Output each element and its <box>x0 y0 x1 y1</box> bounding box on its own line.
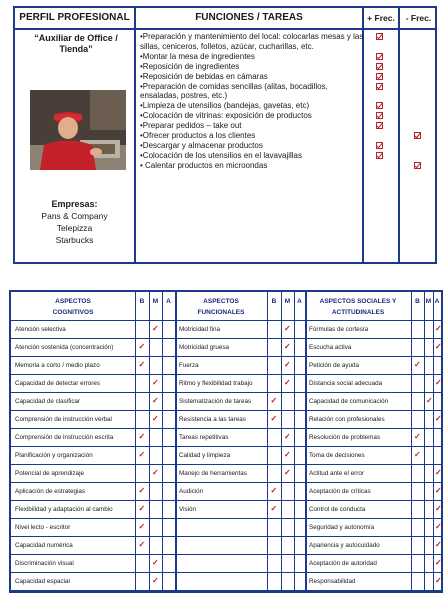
aspect-label: Capacidad espacial <box>15 578 70 585</box>
task-item: •Ofrecer productos a los clientes <box>140 131 256 141</box>
level-col-line <box>294 290 295 593</box>
aspect-label: Motricidad fina <box>179 326 220 333</box>
aspect-header: ASPECTOS <box>55 298 91 305</box>
level-check: ✓ <box>284 468 291 477</box>
aspect-label: Fórmulas de cortesía <box>309 326 369 333</box>
level-col-line <box>424 290 425 593</box>
level-check: ✓ <box>414 432 421 441</box>
mas-frec-checkbox[interactable] <box>376 102 383 109</box>
aspect-label: Audición <box>179 488 204 495</box>
mas-frec-checkbox[interactable] <box>376 63 383 70</box>
profile-header-divider <box>13 28 437 30</box>
row-line <box>11 356 441 357</box>
level-check: ✓ <box>270 504 278 513</box>
level-check: ✓ <box>138 540 146 549</box>
level-check: ✓ <box>435 414 442 423</box>
level-header-m: M <box>425 298 432 305</box>
task-item: •Colocación de vitrinas: exposición de productos <box>140 111 312 121</box>
level-col-line <box>281 290 282 593</box>
row-line <box>11 446 441 447</box>
aspect-label: Capacidad de comunicación <box>309 398 389 405</box>
aspect-label: Tareas repetitivas <box>179 434 229 441</box>
row-line <box>11 464 441 465</box>
row-line <box>11 374 441 375</box>
task-item: •Preparación de comidas sencillas (alitas, bocadillos, ensaladas, postres, etc.) <box>140 81 328 101</box>
row-line <box>11 338 441 339</box>
row-line <box>11 554 441 555</box>
level-header-m: M <box>152 298 159 305</box>
aspect-header: ACTITUDINALES <box>331 309 385 316</box>
aspect-label: Distancia social adecuada <box>309 380 383 387</box>
group-divider <box>175 290 177 593</box>
aspect-label: Atención sostenida (concentración) <box>15 344 114 351</box>
aspect-label: Visión <box>179 506 197 513</box>
header-funciones: FUNCIONES / TAREAS <box>195 12 303 23</box>
mas-frec-checkbox[interactable] <box>376 142 383 149</box>
level-header-b: B <box>139 298 145 305</box>
aspect-label: Flexibilidad y adaptación al cambio <box>15 506 113 513</box>
task-item: •Reposición de ingredientes <box>140 61 240 71</box>
task-item: • Calentar productos en microondas <box>140 160 268 170</box>
row-line <box>11 572 441 573</box>
level-check: ✓ <box>152 378 159 387</box>
mas-frec-checkbox[interactable] <box>376 73 383 80</box>
level-check: ✓ <box>284 450 291 459</box>
aspect-label: Capacidad de clasificar <box>15 398 81 405</box>
aspect-label: Calidad y limpieza <box>179 452 231 459</box>
header-mas-frec: + Frec. <box>367 13 395 23</box>
aspect-label: Resistencia a las tareas <box>179 416 246 423</box>
empresa-2: Telepizza <box>56 223 93 233</box>
aspect-label: Control de conducta <box>309 506 366 513</box>
level-check: ✓ <box>435 576 442 585</box>
level-check: ✓ <box>284 360 291 369</box>
level-check: ✓ <box>435 540 442 549</box>
task-item: •Colocación de los utensilios en el lavavajillas <box>140 150 302 160</box>
level-check: ✓ <box>435 486 442 495</box>
level-check: ✓ <box>138 360 146 369</box>
aspect-label: Resolución de problemas <box>309 434 381 441</box>
task-item: •Preparación y mantenimiento del local: colocarlas mesas y las sillas, ceniceros, folletos, azúcar, cucharillas, etc. <box>140 32 364 51</box>
level-check: ✓ <box>138 504 146 513</box>
task-item: •Montar la mesa de ingredientes <box>140 51 255 61</box>
aspect-label: Aceptación de críticas <box>309 488 371 495</box>
mas-frec-checkbox[interactable] <box>376 33 383 40</box>
level-check: ✓ <box>152 576 159 585</box>
level-check: ✓ <box>152 396 159 405</box>
aspect-label: Fuerza <box>179 362 199 369</box>
level-header-m: M <box>284 298 291 305</box>
mas-frec-checkbox[interactable] <box>376 112 383 119</box>
aspect-label: Sistematización de tareas <box>179 398 252 405</box>
aspect-label: Potencial de aprendizaje <box>15 470 84 477</box>
level-check: ✓ <box>435 558 442 567</box>
row-line <box>11 482 441 483</box>
task-item: •Reposición de bebidas en cámaras <box>140 71 268 81</box>
aspect-label: Petición de ayuda <box>309 362 360 369</box>
level-check: ✓ <box>284 324 291 333</box>
aspect-label: Motricidad gruesa <box>179 344 230 351</box>
level-header-a: A <box>166 298 171 305</box>
row-line <box>11 428 441 429</box>
level-check: ✓ <box>270 486 278 495</box>
aspect-label: Toma de decisiones <box>309 452 365 459</box>
task-list <box>140 32 364 171</box>
mas-frec-checkbox[interactable] <box>376 152 383 159</box>
header-menos-frec: - Frec. <box>405 13 432 23</box>
level-check: ✓ <box>138 432 146 441</box>
level-check: ✓ <box>138 486 146 495</box>
level-check: ✓ <box>435 378 442 387</box>
aspect-label: Atención selectiva <box>15 326 66 333</box>
level-check: ✓ <box>138 342 146 351</box>
row-line <box>11 518 441 519</box>
aspect-header: COGNITIVOS <box>52 309 94 316</box>
aspect-label: Planificación y organización <box>15 452 93 459</box>
level-check: ✓ <box>414 450 421 459</box>
level-header-a: A <box>297 298 302 305</box>
empresa-1: Pans & Company <box>41 211 108 221</box>
aspect-label: Escucha activa <box>309 344 352 351</box>
aspect-label: Manejo de herramientas <box>179 470 247 477</box>
level-col-line <box>162 290 163 593</box>
level-col-line <box>267 290 268 593</box>
aspect-header: FUNCIONALES <box>197 309 245 316</box>
level-col-line <box>411 290 412 593</box>
task-item: •Preparar pedidos – take out <box>140 121 242 131</box>
row-line <box>11 320 441 321</box>
task-item: •Descargar y almacenar productos <box>140 140 263 150</box>
level-check: ✓ <box>284 342 291 351</box>
level-col-line <box>135 290 136 593</box>
menos-frec-checkbox[interactable] <box>414 162 421 169</box>
aspect-header: ASPECTOS <box>203 298 239 305</box>
row-line <box>11 410 441 411</box>
level-check: ✓ <box>284 432 291 441</box>
menos-frec-checkbox[interactable] <box>414 132 421 139</box>
level-header-b: B <box>415 298 420 305</box>
level-check: ✓ <box>426 396 433 405</box>
level-header-a: A <box>434 298 440 305</box>
level-check: ✓ <box>138 522 146 531</box>
level-check: ✓ <box>138 450 146 459</box>
task-item: •Limpieza de utensilios (bandejas, gavetas, etc) <box>140 101 310 111</box>
aspect-label: Responsabilidad <box>309 578 356 585</box>
aspect-label: Seguridad y autonomía <box>309 524 375 531</box>
aspect-label: Apariencia y autocuidado <box>309 542 380 549</box>
col-divider-3 <box>398 6 400 264</box>
level-check: ✓ <box>270 414 278 423</box>
mas-frec-checkbox[interactable] <box>376 122 383 129</box>
empresas-label: Empresas: <box>51 199 98 209</box>
aspect-label: Memoria a corto / medio plazo <box>15 362 100 369</box>
aspect-label: Comprensión de instrucción verbal <box>15 416 112 423</box>
level-col-line <box>149 290 150 593</box>
aspect-label: Discriminación visual <box>15 560 74 567</box>
row-line <box>11 590 441 591</box>
aspect-label: Aceptación de autoridad <box>309 560 377 567</box>
col-divider-1 <box>134 6 136 264</box>
level-check: ✓ <box>435 522 442 531</box>
level-check: ✓ <box>152 468 159 477</box>
level-check: ✓ <box>414 360 421 369</box>
aspect-label: Capacidad de detectar errores <box>15 380 101 387</box>
level-check: ✓ <box>435 504 442 513</box>
level-check: ✓ <box>270 396 278 405</box>
aspect-label: Aplicación de estrategias <box>15 488 86 495</box>
aspect-label: Actitud ante el error <box>309 470 364 477</box>
level-check: ✓ <box>152 414 159 423</box>
header-perfil: PERFIL PROFESIONAL <box>19 12 130 23</box>
row-line <box>11 536 441 537</box>
job-title: “Auxiliar de Office / Tienda” <box>34 33 118 54</box>
mas-frec-checkbox[interactable] <box>376 53 383 60</box>
level-header-b: B <box>271 298 277 305</box>
level-check: ✓ <box>152 324 159 333</box>
row-line <box>11 392 441 393</box>
level-col-line <box>433 290 434 593</box>
level-check: ✓ <box>435 342 442 351</box>
level-check: ✓ <box>435 468 442 477</box>
aspect-label: Nivel lecto - escritor <box>15 524 71 531</box>
empresa-3: Starbucks <box>55 235 94 245</box>
worker-photo <box>30 90 126 170</box>
level-check: ✓ <box>152 558 159 567</box>
aspect-label: Relación con profesionales <box>309 416 385 423</box>
aspect-label: Comprensión de instrucción escrita <box>15 434 114 441</box>
aspect-label: Capacidad numérica <box>15 542 73 549</box>
level-check: ✓ <box>284 378 291 387</box>
aspect-label: Ritmo y flexibilidad trabajo <box>179 380 253 387</box>
level-check: ✓ <box>435 324 442 333</box>
mas-frec-checkbox[interactable] <box>376 83 383 90</box>
group-divider <box>305 290 307 593</box>
row-line <box>11 500 441 501</box>
aspect-header: ASPECTOS SOCIALES Y <box>319 298 397 305</box>
